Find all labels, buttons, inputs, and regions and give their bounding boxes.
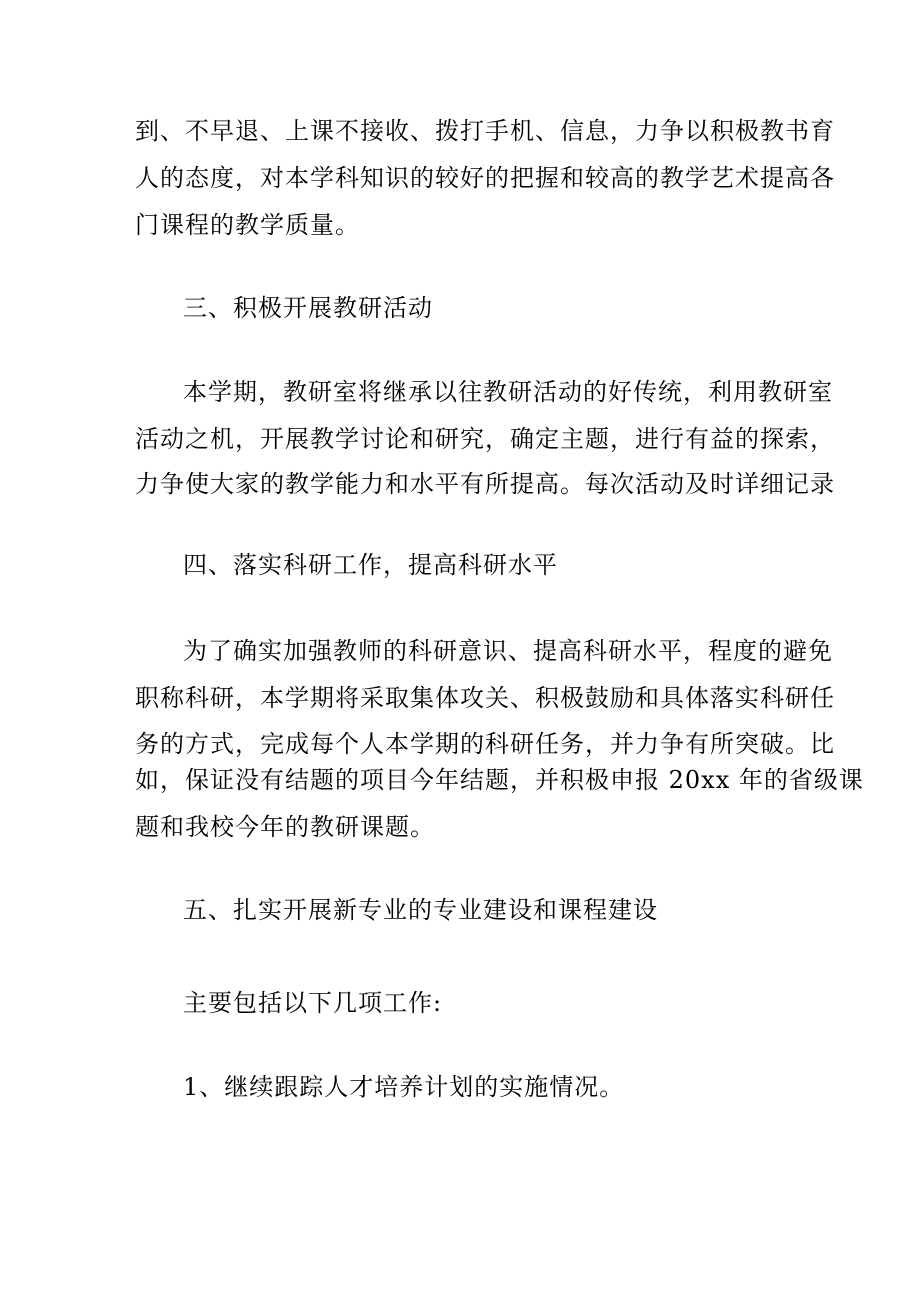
paragraph-line: 题和我校今年的教研课题。 — [135, 813, 435, 841]
paragraph-line: 到、不早退、上课不接收、拨打手机、信息，力争以积极教书育 — [135, 117, 835, 145]
paragraph-line: 门课程的教学质量。 — [135, 211, 360, 239]
section-heading-4: 四、落实科研工作，提高科研水平 — [183, 551, 558, 579]
paragraph-line: 务的方式，完成每个人本学期的科研任务，并力争有所突破。比 — [135, 730, 835, 758]
paragraph-line: 如，保证没有结题的项目今年结题，并积极申报 20xx 年的省级课 — [135, 766, 864, 794]
paragraph-line: 人的态度，对本学科知识的较好的把握和较高的教学艺术提高各 — [135, 164, 835, 192]
paragraph-line: 力争使大家的教学能力和水平有所提高。每次活动及时详细记录 — [135, 470, 835, 498]
list-item: 1、继续跟踪人才培养计划的实施情况。 — [183, 1073, 625, 1101]
paragraph-line: 为了确实加强教师的科研意识、提高科研水平，程度的避免 — [183, 637, 833, 665]
section-heading-3: 三、积极开展教研活动 — [183, 294, 433, 322]
section-heading-5: 五、扎实开展新专业的专业建设和课程建设 — [183, 896, 658, 924]
paragraph-line: 职称科研，本学期将采取集体攻关、积极鼓励和具体落实科研任 — [135, 684, 835, 712]
paragraph-line: 本学期，教研室将继承以往教研活动的好传统，利用教研室 — [183, 378, 833, 406]
paragraph-line: 主要包括以下几项工作: — [183, 989, 443, 1017]
paragraph-line: 活动之机，开展教学讨论和研究，确定主题，进行有益的探索， — [135, 425, 835, 453]
